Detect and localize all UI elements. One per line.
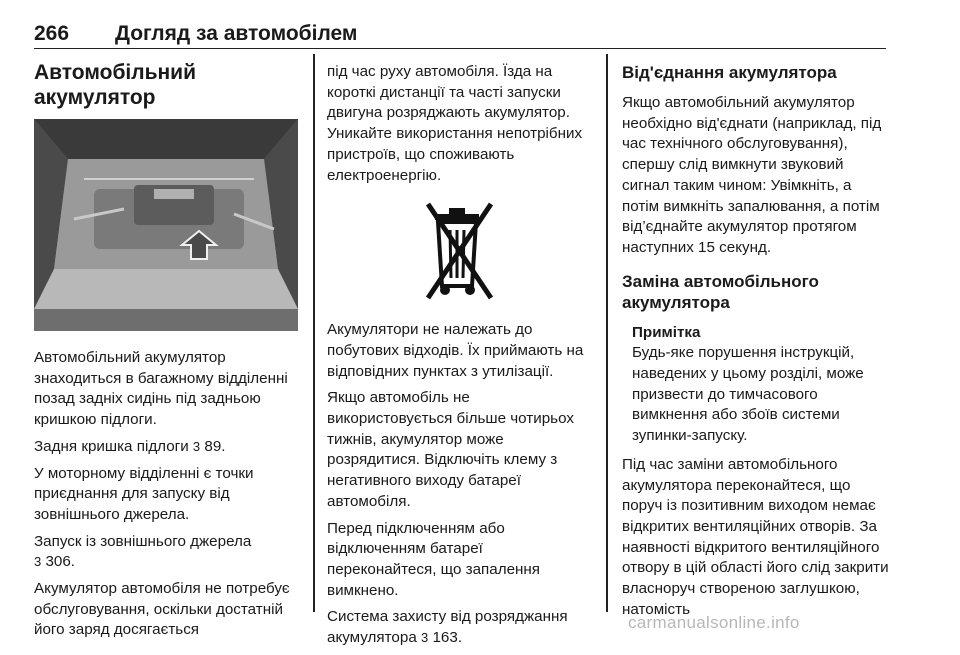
paragraph-disposal: Акумулятори не належать до побутових відходів. Їх приймають на відповідних пунктах з утилізації. bbox=[327, 321, 584, 380]
page-ref-306[interactable]: 306. bbox=[45, 553, 76, 571]
paragraph-disconnect: Якщо автомобільний акумулятор необхідно від'єднати (наприклад, під час технічного обслуговування), спершу слід вимкнути звуковий сигнал таким чином: Увімкніть, а потім вимкніть запалювання, а потім від’єднайте акумулятор протягом наступних 15 секунд. bbox=[622, 94, 882, 256]
heading-car-battery: Автомобільний акумулятор bbox=[34, 61, 197, 109]
paragraph-vents: Під час заміни автомобільного акумулятора переконайтеся, що поруч із позитивним виходом немає відкритих вентиляційних отворів. За наявності відкритого вентиляційного отвору в цій області його слід закрити власноруч створеною заглушкою, натомість bbox=[622, 455, 889, 618]
column-divider-1 bbox=[313, 54, 315, 612]
paragraph-floor-cover: Задня кришка підлоги 3 89. bbox=[34, 437, 226, 455]
paragraph-jump-start: Запуск із зовнішнього джерела 3 306. bbox=[34, 532, 252, 571]
page-header bbox=[34, 14, 886, 49]
page-number: 266 bbox=[34, 22, 70, 45]
paragraph-location: Автомобільний акумулятор знаходиться в багажному відділенні позад задніх сидінь під задньою кришкою підлоги. bbox=[34, 349, 288, 429]
column-right bbox=[622, 62, 890, 626]
page-ref-icon: 3 bbox=[421, 630, 429, 646]
section-title: Догляд за автомобілем bbox=[115, 22, 358, 45]
crossed-out-wheelie-bin-icon bbox=[423, 198, 497, 306]
note-text: Будь-яке порушення інструкцій, наведених у цьому розділі, може призвести до тимчасового вимкнення або збоїв системи зупинки-запуску. bbox=[632, 344, 864, 445]
car-trunk-battery-photo bbox=[34, 119, 298, 331]
page-ref-89[interactable]: 89. bbox=[204, 437, 226, 455]
page-ref-163[interactable]: 163. bbox=[432, 629, 463, 647]
note-block bbox=[622, 323, 890, 447]
watermark: carmanualsonline.info bbox=[628, 613, 800, 632]
paragraph-driving: під час руху автомобіля. Їзда на короткі дистанції та часті запуски двигуна розряджають акумулятор. Уникайте використання непотрібних пристроїв, що споживають електроенергію. bbox=[327, 63, 583, 184]
heading-disconnect: Від'єднання акумулятора bbox=[622, 63, 837, 82]
note-title: Примітка bbox=[632, 323, 701, 341]
paragraph-storage: Якщо автомобіль не використовується більше чотирьох тижнів, акумулятор може розрядитися. Відключіть клему з негативного виходу батареї автомобіля. bbox=[327, 389, 574, 510]
paragraph-ignoff: Перед підключенням або відключенням батареї переконайтеся, що запалення вимкнено. bbox=[327, 519, 541, 599]
column-divider-2 bbox=[606, 54, 608, 612]
paragraph-protection: Система захисту від розряджання акумулятора 3 163. bbox=[327, 608, 568, 647]
column-left bbox=[34, 60, 302, 647]
column-middle bbox=[327, 62, 593, 655]
paragraph-maintenance-free: Акумулятор автомобіля не потребує обслуговування, оскільки достатній його заряд досягається bbox=[34, 580, 290, 639]
page-ref-icon: 3 bbox=[34, 554, 42, 570]
heading-replacement: Заміна автомобільного акумулятора bbox=[622, 271, 819, 312]
page-ref-icon: 3 bbox=[192, 438, 201, 454]
paragraph-jump-points: У моторному відділенні є точки приєднання для запуску від зовнішнього джерела. bbox=[34, 464, 254, 523]
